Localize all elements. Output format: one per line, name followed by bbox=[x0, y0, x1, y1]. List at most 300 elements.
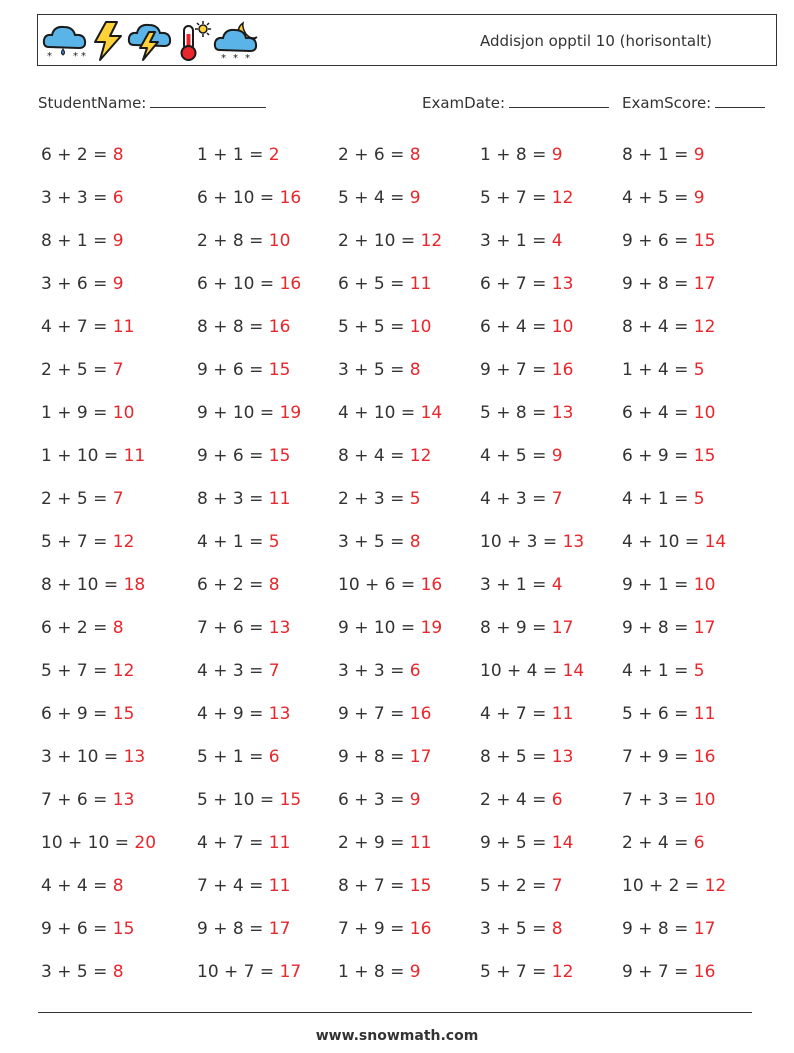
problem-question: 2 + 4 = bbox=[480, 790, 552, 810]
problem-question: 2 + 9 = bbox=[338, 833, 410, 853]
problem-answer: 6 bbox=[551, 790, 563, 810]
problem-question: 8 + 9 = bbox=[480, 618, 552, 638]
problem-question: 10 + 7 = bbox=[197, 962, 280, 982]
problem-answer: 13 bbox=[562, 532, 585, 552]
problem-answer: 11 bbox=[409, 833, 432, 853]
svg-text:*: * bbox=[233, 53, 238, 62]
problem-question: 3 + 5 = bbox=[338, 360, 410, 380]
problem-item bbox=[622, 703, 715, 725]
problem-question: 4 + 7 = bbox=[197, 833, 269, 853]
problem-item bbox=[338, 875, 431, 897]
problem-item bbox=[197, 875, 290, 897]
problem-item bbox=[41, 445, 145, 467]
problem-question: 3 + 1 = bbox=[480, 575, 552, 595]
problem-item bbox=[197, 789, 301, 811]
problem-item bbox=[41, 789, 134, 811]
problem-question: 2 + 3 = bbox=[338, 489, 410, 509]
problem-answer: 12 bbox=[409, 446, 432, 466]
problem-question: 3 + 10 = bbox=[41, 747, 124, 767]
problem-item bbox=[622, 961, 715, 983]
problem-item bbox=[622, 402, 715, 424]
problem-item bbox=[480, 703, 573, 725]
problem-item bbox=[197, 961, 301, 983]
problem-question: 9 + 6 = bbox=[41, 919, 113, 939]
problem-item bbox=[338, 574, 442, 596]
problem-question: 6 + 5 = bbox=[338, 274, 410, 294]
problem-answer: 12 bbox=[112, 532, 135, 552]
problem-question: 3 + 5 = bbox=[338, 532, 410, 552]
problem-answer: 13 bbox=[551, 747, 574, 767]
problem-question: 6 + 7 = bbox=[480, 274, 552, 294]
problem-answer: 17 bbox=[409, 747, 432, 767]
problem-answer: 14 bbox=[420, 403, 443, 423]
problem-item bbox=[622, 273, 715, 295]
problem-answer: 16 bbox=[409, 919, 432, 939]
problem-answer: 11 bbox=[268, 489, 291, 509]
svg-text:*: * bbox=[47, 51, 52, 61]
svg-text:*: * bbox=[221, 53, 226, 62]
problem-item bbox=[41, 488, 124, 510]
problem-item bbox=[41, 273, 124, 295]
problem-item bbox=[197, 273, 301, 295]
problem-answer: 14 bbox=[551, 833, 574, 853]
exam-date-label: ExamDate: bbox=[422, 94, 506, 112]
problem-question: 4 + 1 = bbox=[622, 661, 694, 681]
problem-question: 9 + 7 = bbox=[622, 962, 694, 982]
problem-question: 3 + 5 = bbox=[41, 962, 113, 982]
problem-question: 5 + 4 = bbox=[338, 188, 410, 208]
problem-answer: 12 bbox=[551, 962, 574, 982]
problem-item bbox=[41, 359, 124, 381]
problem-item bbox=[622, 875, 726, 897]
problem-answer: 20 bbox=[134, 833, 157, 853]
problem-item bbox=[197, 230, 290, 252]
problem-question: 9 + 6 = bbox=[197, 360, 269, 380]
problem-item bbox=[480, 359, 573, 381]
problem-item bbox=[622, 746, 715, 768]
student-name-label: StudentName: bbox=[38, 94, 147, 112]
problem-answer: 5 bbox=[693, 489, 705, 509]
problem-question: 5 + 7 = bbox=[41, 532, 113, 552]
problem-question: 4 + 3 = bbox=[197, 661, 269, 681]
problem-item bbox=[338, 273, 431, 295]
problem-question: 8 + 1 = bbox=[41, 231, 113, 251]
problem-item bbox=[41, 402, 134, 424]
problem-question: 9 + 8 = bbox=[338, 747, 410, 767]
problem-question: 9 + 10 = bbox=[197, 403, 280, 423]
problem-answer: 11 bbox=[551, 704, 574, 724]
problem-question: 3 + 3 = bbox=[338, 661, 410, 681]
problem-question: 3 + 6 = bbox=[41, 274, 113, 294]
problem-question: 4 + 7 = bbox=[41, 317, 113, 337]
problem-question: 7 + 6 = bbox=[41, 790, 113, 810]
problem-answer: 19 bbox=[279, 403, 302, 423]
problem-question: 3 + 1 = bbox=[480, 231, 552, 251]
problem-item bbox=[338, 617, 442, 639]
problem-question: 8 + 8 = bbox=[197, 317, 269, 337]
problem-question: 4 + 1 = bbox=[622, 489, 694, 509]
problem-answer: 8 bbox=[112, 876, 124, 896]
problem-answer: 6 bbox=[112, 188, 124, 208]
problem-item bbox=[41, 832, 156, 854]
problem-answer: 15 bbox=[112, 919, 135, 939]
problem-question: 4 + 7 = bbox=[480, 704, 552, 724]
problem-answer: 8 bbox=[409, 145, 421, 165]
problem-answer: 10 bbox=[551, 317, 574, 337]
problem-answer: 16 bbox=[693, 962, 716, 982]
problem-question: 6 + 10 = bbox=[197, 274, 280, 294]
problem-question: 8 + 4 = bbox=[338, 446, 410, 466]
problem-answer: 17 bbox=[693, 618, 716, 638]
problem-question: 2 + 5 = bbox=[41, 489, 113, 509]
problem-item bbox=[197, 445, 290, 467]
problem-question: 2 + 8 = bbox=[197, 231, 269, 251]
problem-item bbox=[41, 316, 134, 338]
problem-question: 6 + 9 = bbox=[622, 446, 694, 466]
problem-question: 4 + 1 = bbox=[197, 532, 269, 552]
problem-question: 8 + 4 = bbox=[622, 317, 694, 337]
problem-item bbox=[622, 574, 715, 596]
problem-item bbox=[480, 273, 573, 295]
problem-question: 9 + 6 = bbox=[622, 231, 694, 251]
problem-question: 7 + 9 = bbox=[338, 919, 410, 939]
problem-answer: 11 bbox=[409, 274, 432, 294]
problem-item bbox=[480, 402, 573, 424]
problem-answer: 10 bbox=[112, 403, 135, 423]
problem-item bbox=[480, 187, 573, 209]
problem-answer: 10 bbox=[693, 575, 716, 595]
problem-answer: 9 bbox=[693, 145, 705, 165]
problem-item bbox=[338, 703, 431, 725]
problem-question: 2 + 5 = bbox=[41, 360, 113, 380]
problem-question: 4 + 5 = bbox=[480, 446, 552, 466]
problem-answer: 8 bbox=[409, 532, 421, 552]
problem-answer: 11 bbox=[268, 876, 291, 896]
problem-question: 8 + 7 = bbox=[338, 876, 410, 896]
problem-item bbox=[622, 832, 705, 854]
problem-question: 7 + 4 = bbox=[197, 876, 269, 896]
problem-answer: 17 bbox=[693, 919, 716, 939]
problem-item bbox=[480, 875, 563, 897]
problem-item bbox=[622, 187, 705, 209]
problem-item bbox=[338, 531, 421, 553]
problem-item bbox=[197, 402, 301, 424]
problem-question: 1 + 1 = bbox=[197, 145, 269, 165]
problem-answer: 13 bbox=[112, 790, 135, 810]
problem-answer: 8 bbox=[551, 919, 563, 939]
problem-answer: 15 bbox=[268, 446, 291, 466]
problem-answer: 16 bbox=[279, 274, 302, 294]
problem-item bbox=[338, 832, 431, 854]
problem-item bbox=[480, 488, 563, 510]
problem-answer: 5 bbox=[268, 532, 280, 552]
exam-score-label: ExamScore: bbox=[622, 94, 712, 112]
problem-item bbox=[338, 445, 431, 467]
problem-item bbox=[41, 617, 124, 639]
problem-question: 9 + 5 = bbox=[480, 833, 552, 853]
problem-item bbox=[480, 660, 584, 682]
problem-question: 10 + 10 = bbox=[41, 833, 135, 853]
problem-item bbox=[338, 789, 421, 811]
problem-answer: 12 bbox=[704, 876, 727, 896]
problem-answer: 11 bbox=[112, 317, 135, 337]
problem-question: 9 + 8 = bbox=[622, 618, 694, 638]
problem-answer: 6 bbox=[409, 661, 421, 681]
problem-question: 6 + 10 = bbox=[197, 188, 280, 208]
problem-item bbox=[197, 617, 290, 639]
problem-question: 2 + 4 = bbox=[622, 833, 694, 853]
problem-item bbox=[622, 316, 715, 338]
problem-answer: 5 bbox=[693, 360, 705, 380]
problem-question: 1 + 8 = bbox=[338, 962, 410, 982]
problem-answer: 4 bbox=[551, 231, 563, 251]
problem-answer: 11 bbox=[268, 833, 291, 853]
problem-question: 4 + 3 = bbox=[480, 489, 552, 509]
problem-question: 6 + 9 = bbox=[41, 704, 113, 724]
problem-item bbox=[41, 144, 124, 166]
problem-item bbox=[622, 230, 715, 252]
problem-answer: 15 bbox=[693, 446, 716, 466]
problem-answer: 12 bbox=[420, 231, 443, 251]
problem-item bbox=[480, 316, 573, 338]
problem-answer: 18 bbox=[123, 575, 146, 595]
problem-answer: 14 bbox=[562, 661, 585, 681]
problem-item bbox=[41, 187, 124, 209]
problem-answer: 8 bbox=[268, 575, 280, 595]
problem-answer: 12 bbox=[551, 188, 574, 208]
problem-item bbox=[41, 574, 145, 596]
svg-text:*: * bbox=[245, 53, 250, 62]
problem-item bbox=[622, 789, 715, 811]
problem-answer: 9 bbox=[112, 231, 124, 251]
problem-item bbox=[338, 316, 431, 338]
problem-item bbox=[197, 488, 290, 510]
problem-answer: 9 bbox=[409, 188, 421, 208]
problem-item bbox=[480, 531, 584, 553]
problem-answer: 7 bbox=[268, 661, 280, 681]
problem-question: 10 + 3 = bbox=[480, 532, 563, 552]
problem-answer: 9 bbox=[409, 962, 421, 982]
problem-item bbox=[338, 144, 421, 166]
problem-item bbox=[197, 746, 280, 768]
problem-answer: 13 bbox=[268, 704, 291, 724]
problem-item bbox=[480, 746, 573, 768]
problem-item bbox=[197, 187, 301, 209]
svg-text:*: * bbox=[81, 51, 86, 61]
problem-item bbox=[41, 918, 134, 940]
problem-item bbox=[622, 144, 705, 166]
problem-item bbox=[197, 316, 290, 338]
problem-answer: 12 bbox=[112, 661, 135, 681]
problem-answer: 17 bbox=[268, 919, 291, 939]
problem-answer: 6 bbox=[268, 747, 280, 767]
problem-item bbox=[41, 703, 134, 725]
problem-question: 9 + 8 = bbox=[622, 274, 694, 294]
problem-answer: 17 bbox=[551, 618, 574, 638]
problem-item bbox=[41, 531, 134, 553]
problem-answer: 17 bbox=[693, 274, 716, 294]
problem-answer: 9 bbox=[409, 790, 421, 810]
problem-question: 6 + 3 = bbox=[338, 790, 410, 810]
problem-question: 8 + 1 = bbox=[622, 145, 694, 165]
problem-answer: 7 bbox=[551, 876, 563, 896]
problem-answer: 15 bbox=[268, 360, 291, 380]
problem-item bbox=[480, 617, 573, 639]
problem-question: 6 + 2 = bbox=[41, 145, 113, 165]
problem-item bbox=[622, 617, 715, 639]
problem-question: 9 + 6 = bbox=[197, 446, 269, 466]
problem-question: 4 + 9 = bbox=[197, 704, 269, 724]
problem-question: 7 + 6 = bbox=[197, 618, 269, 638]
problem-answer: 13 bbox=[123, 747, 146, 767]
problem-question: 7 + 3 = bbox=[622, 790, 694, 810]
problem-answer: 8 bbox=[409, 360, 421, 380]
problem-question: 4 + 5 = bbox=[622, 188, 694, 208]
problem-question: 5 + 7 = bbox=[480, 188, 552, 208]
problem-question: 8 + 3 = bbox=[197, 489, 269, 509]
problem-answer: 11 bbox=[693, 704, 716, 724]
worksheet-title: Addisjon opptil 10 (horisontalt) bbox=[479, 32, 712, 50]
problem-answer: 12 bbox=[693, 317, 716, 337]
problem-answer: 16 bbox=[268, 317, 291, 337]
problem-item bbox=[197, 660, 280, 682]
problem-question: 2 + 10 = bbox=[338, 231, 421, 251]
problem-question: 10 + 2 = bbox=[622, 876, 705, 896]
problem-item bbox=[480, 961, 573, 983]
problem-question: 5 + 7 = bbox=[41, 661, 113, 681]
problem-answer: 9 bbox=[693, 188, 705, 208]
problem-answer: 15 bbox=[409, 876, 432, 896]
problem-question: 6 + 2 = bbox=[41, 618, 113, 638]
problem-answer: 16 bbox=[420, 575, 443, 595]
problem-item bbox=[197, 574, 280, 596]
problem-question: 5 + 7 = bbox=[480, 962, 552, 982]
problem-answer: 10 bbox=[409, 317, 432, 337]
problem-item bbox=[622, 660, 705, 682]
problem-answer: 2 bbox=[268, 145, 280, 165]
problem-question: 5 + 8 = bbox=[480, 403, 552, 423]
problem-item bbox=[41, 660, 134, 682]
problem-answer: 6 bbox=[693, 833, 705, 853]
problem-answer: 16 bbox=[409, 704, 432, 724]
problem-answer: 8 bbox=[112, 145, 124, 165]
problem-question: 1 + 8 = bbox=[480, 145, 552, 165]
problem-question: 9 + 8 = bbox=[622, 919, 694, 939]
problem-question: 9 + 8 = bbox=[197, 919, 269, 939]
problem-item bbox=[41, 230, 124, 252]
problem-question: 1 + 10 = bbox=[41, 446, 124, 466]
problem-answer: 7 bbox=[112, 360, 124, 380]
problem-question: 5 + 1 = bbox=[197, 747, 269, 767]
problem-item bbox=[197, 918, 290, 940]
problem-item bbox=[622, 445, 715, 467]
problem-answer: 16 bbox=[279, 188, 302, 208]
problem-question: 4 + 4 = bbox=[41, 876, 113, 896]
problem-item bbox=[41, 961, 124, 983]
problem-question: 1 + 9 = bbox=[41, 403, 113, 423]
problem-answer: 15 bbox=[693, 231, 716, 251]
problem-item bbox=[338, 660, 421, 682]
problem-item bbox=[338, 488, 421, 510]
problem-answer: 4 bbox=[551, 575, 563, 595]
problem-question: 6 + 4 = bbox=[480, 317, 552, 337]
problem-item bbox=[197, 531, 280, 553]
problem-item bbox=[480, 144, 563, 166]
problem-question: 6 + 4 = bbox=[622, 403, 694, 423]
problem-answer: 9 bbox=[551, 145, 563, 165]
problem-answer: 13 bbox=[268, 618, 291, 638]
problem-item bbox=[622, 359, 705, 381]
problem-answer: 5 bbox=[693, 661, 705, 681]
problem-answer: 10 bbox=[268, 231, 291, 251]
problem-answer: 10 bbox=[693, 790, 716, 810]
problem-answer: 7 bbox=[551, 489, 563, 509]
problem-question: 3 + 5 = bbox=[480, 919, 552, 939]
problem-question: 4 + 10 = bbox=[338, 403, 421, 423]
problem-answer: 13 bbox=[551, 403, 574, 423]
problem-question: 5 + 6 = bbox=[622, 704, 694, 724]
problem-question: 1 + 4 = bbox=[622, 360, 694, 380]
problem-answer: 16 bbox=[551, 360, 574, 380]
problem-question: 5 + 10 = bbox=[197, 790, 280, 810]
problem-question: 8 + 10 = bbox=[41, 575, 124, 595]
problem-item bbox=[41, 746, 145, 768]
problem-answer: 5 bbox=[409, 489, 421, 509]
problem-answer: 8 bbox=[112, 962, 124, 982]
problem-question: 9 + 7 = bbox=[338, 704, 410, 724]
problem-item bbox=[480, 789, 563, 811]
problem-item bbox=[480, 918, 563, 940]
problem-answer: 7 bbox=[112, 489, 124, 509]
problem-question: 9 + 10 = bbox=[338, 618, 421, 638]
problem-item bbox=[197, 144, 280, 166]
problem-answer: 14 bbox=[704, 532, 727, 552]
problem-item bbox=[480, 230, 563, 252]
problem-answer: 16 bbox=[693, 747, 716, 767]
problem-item bbox=[338, 359, 421, 381]
problem-item bbox=[338, 402, 442, 424]
problem-question: 4 + 10 = bbox=[622, 532, 705, 552]
problem-answer: 15 bbox=[279, 790, 302, 810]
problem-answer: 11 bbox=[123, 446, 146, 466]
problem-item bbox=[197, 359, 290, 381]
footer-divider bbox=[38, 1012, 752, 1013]
problem-item bbox=[197, 832, 290, 854]
problem-question: 5 + 5 = bbox=[338, 317, 410, 337]
problem-question: 9 + 1 = bbox=[622, 575, 694, 595]
problem-question: 6 + 2 = bbox=[197, 575, 269, 595]
problem-item bbox=[622, 918, 715, 940]
problem-question: 8 + 5 = bbox=[480, 747, 552, 767]
problem-item bbox=[338, 230, 442, 252]
problem-answer: 17 bbox=[279, 962, 302, 982]
problem-question: 3 + 3 = bbox=[41, 188, 113, 208]
problem-item bbox=[338, 746, 431, 768]
problem-item bbox=[41, 875, 124, 897]
problem-question: 10 + 6 = bbox=[338, 575, 421, 595]
problem-question: 2 + 6 = bbox=[338, 145, 410, 165]
problem-item bbox=[480, 445, 563, 467]
problem-item bbox=[338, 918, 431, 940]
problem-item bbox=[622, 531, 726, 553]
problem-question: 10 + 4 = bbox=[480, 661, 563, 681]
problem-answer: 9 bbox=[551, 446, 563, 466]
problem-item bbox=[338, 187, 421, 209]
problem-item bbox=[338, 961, 421, 983]
problem-answer: 15 bbox=[112, 704, 135, 724]
footer-url: www.snowmath.com bbox=[315, 1028, 479, 1044]
problem-item bbox=[197, 703, 290, 725]
